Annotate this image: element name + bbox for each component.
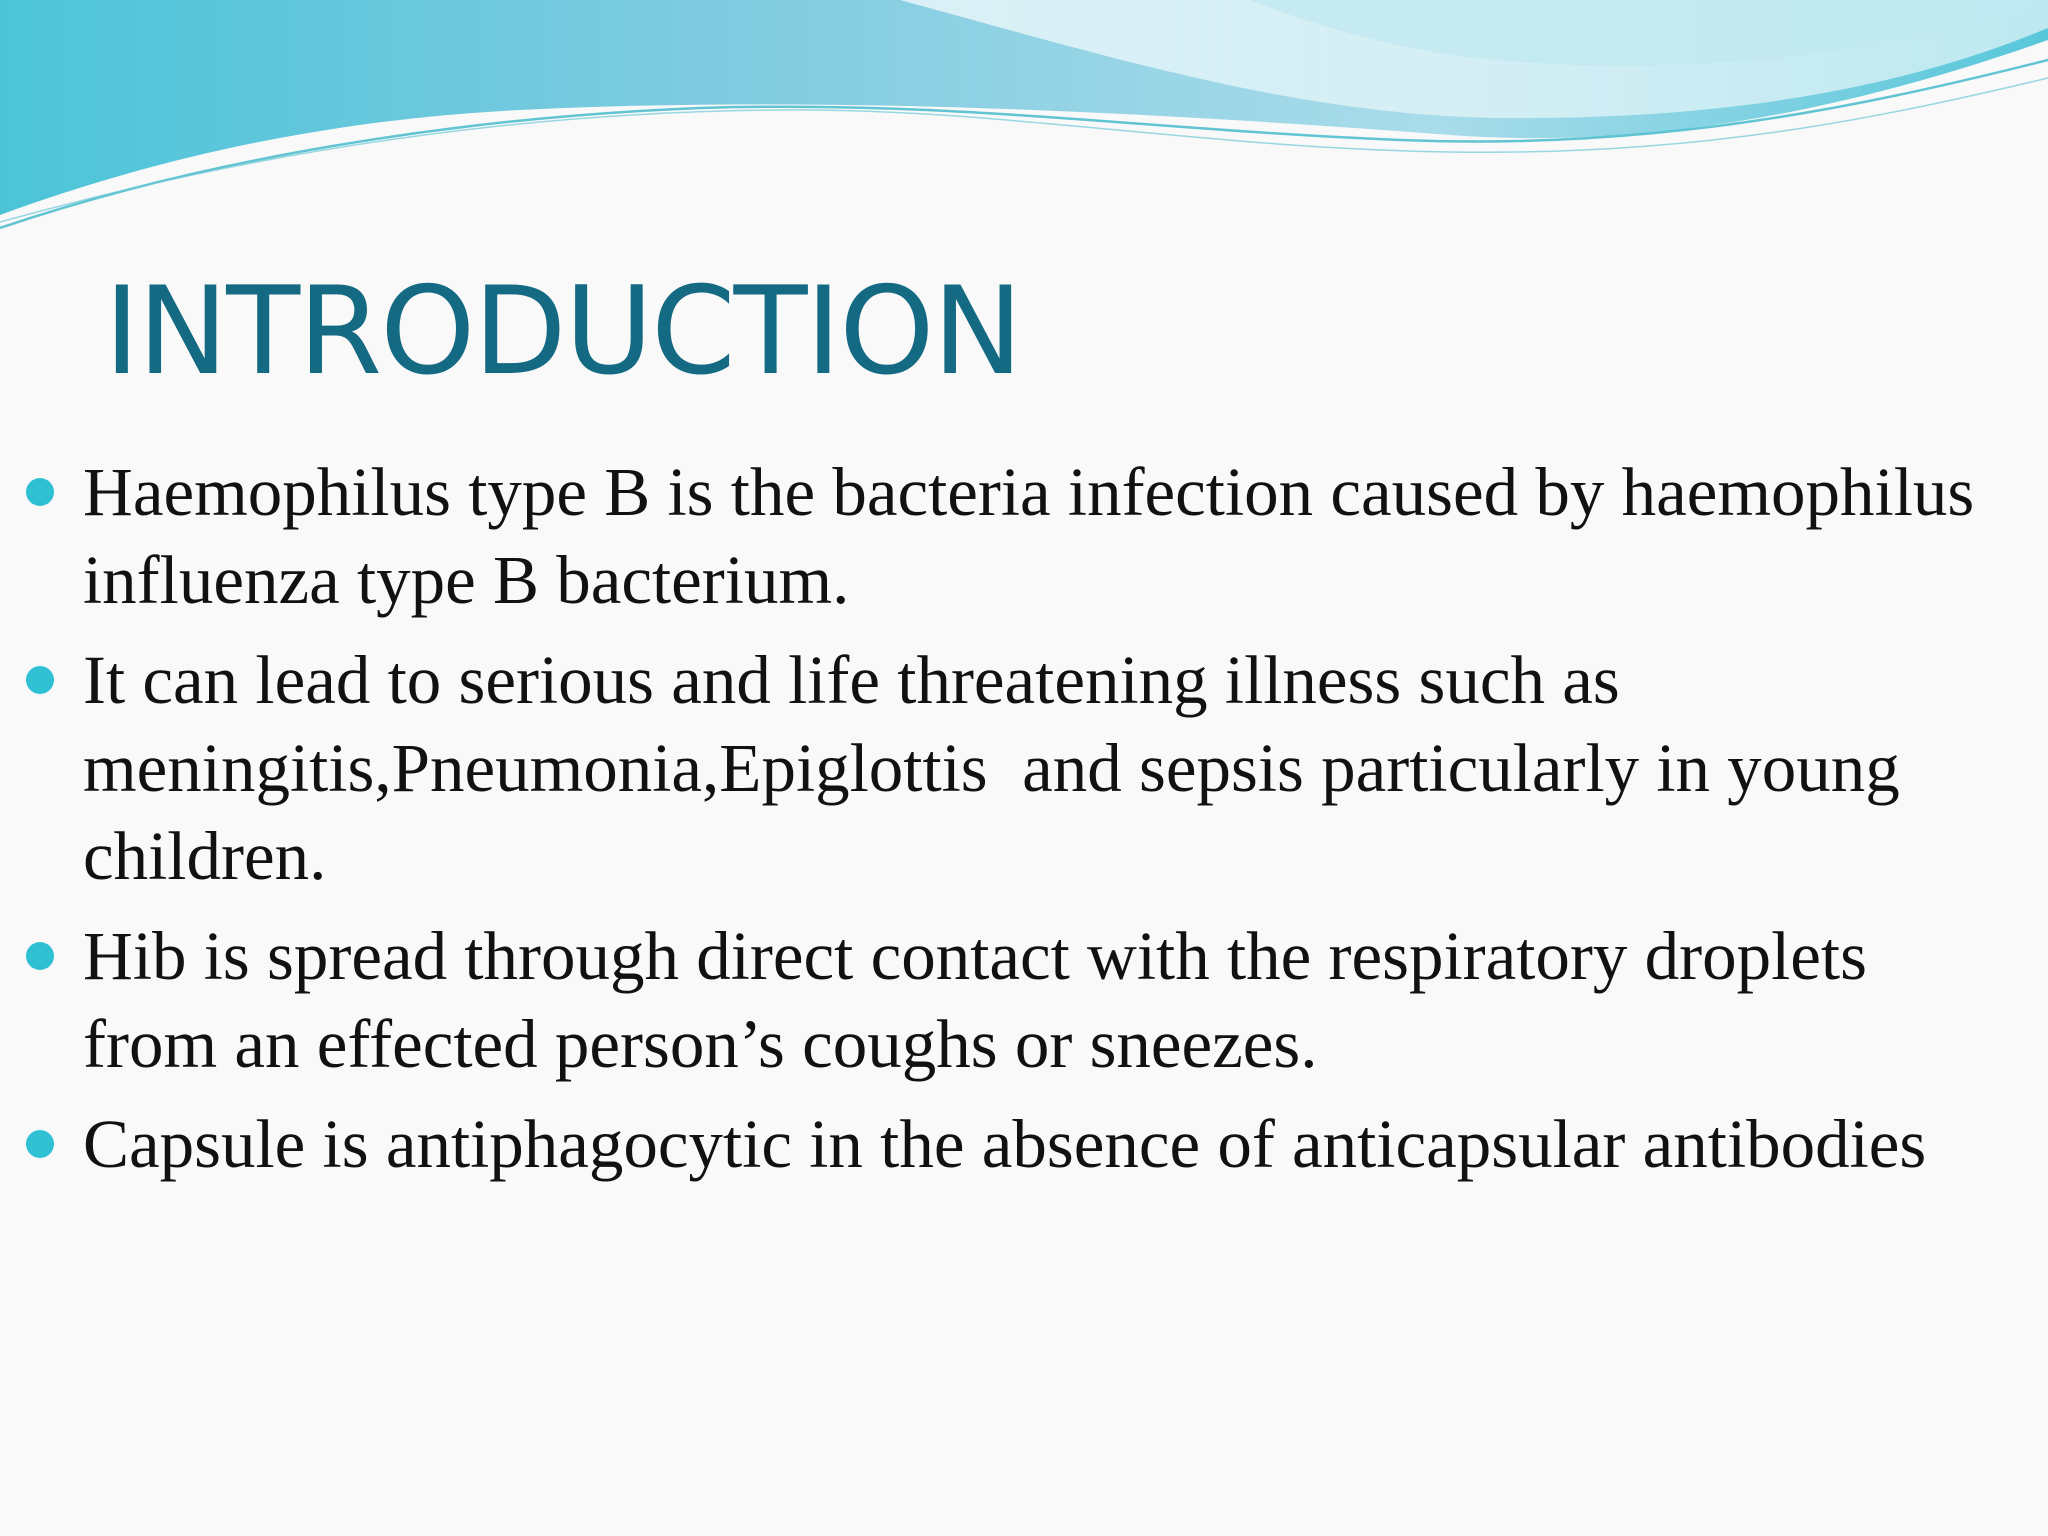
bullet-dot-icon bbox=[26, 666, 54, 694]
bullet-text: Capsule is antiphagocytic in the absence of anticapsular antibodies bbox=[83, 1106, 1927, 1182]
bullet-dot-icon bbox=[26, 942, 54, 970]
bullet-text: It can lead to serious and life threatening illness such as meningitis,Pneumonia,Epiglottis and sepsis particularly in young children. bbox=[83, 642, 1918, 894]
bullet-list bbox=[0, 448, 2000, 1200]
header-wave-decoration bbox=[0, 0, 2048, 240]
bullet-item bbox=[0, 912, 2000, 1088]
bullet-item bbox=[0, 636, 2000, 900]
bullet-item bbox=[0, 1100, 2000, 1188]
bullet-text: Hib is spread through direct contact with the respiratory droplets from an effected person’s coughs or sneezes. bbox=[83, 918, 1885, 1082]
bullet-dot-icon bbox=[26, 478, 54, 506]
bullet-text: Haemophilus type B is the bacteria infection caused by haemophilus influenza type B bacterium. bbox=[83, 454, 1992, 618]
bullet-dot-icon bbox=[26, 1130, 54, 1158]
slide-title: INTRODUCTION bbox=[104, 261, 1021, 402]
bullet-item bbox=[0, 448, 2000, 624]
